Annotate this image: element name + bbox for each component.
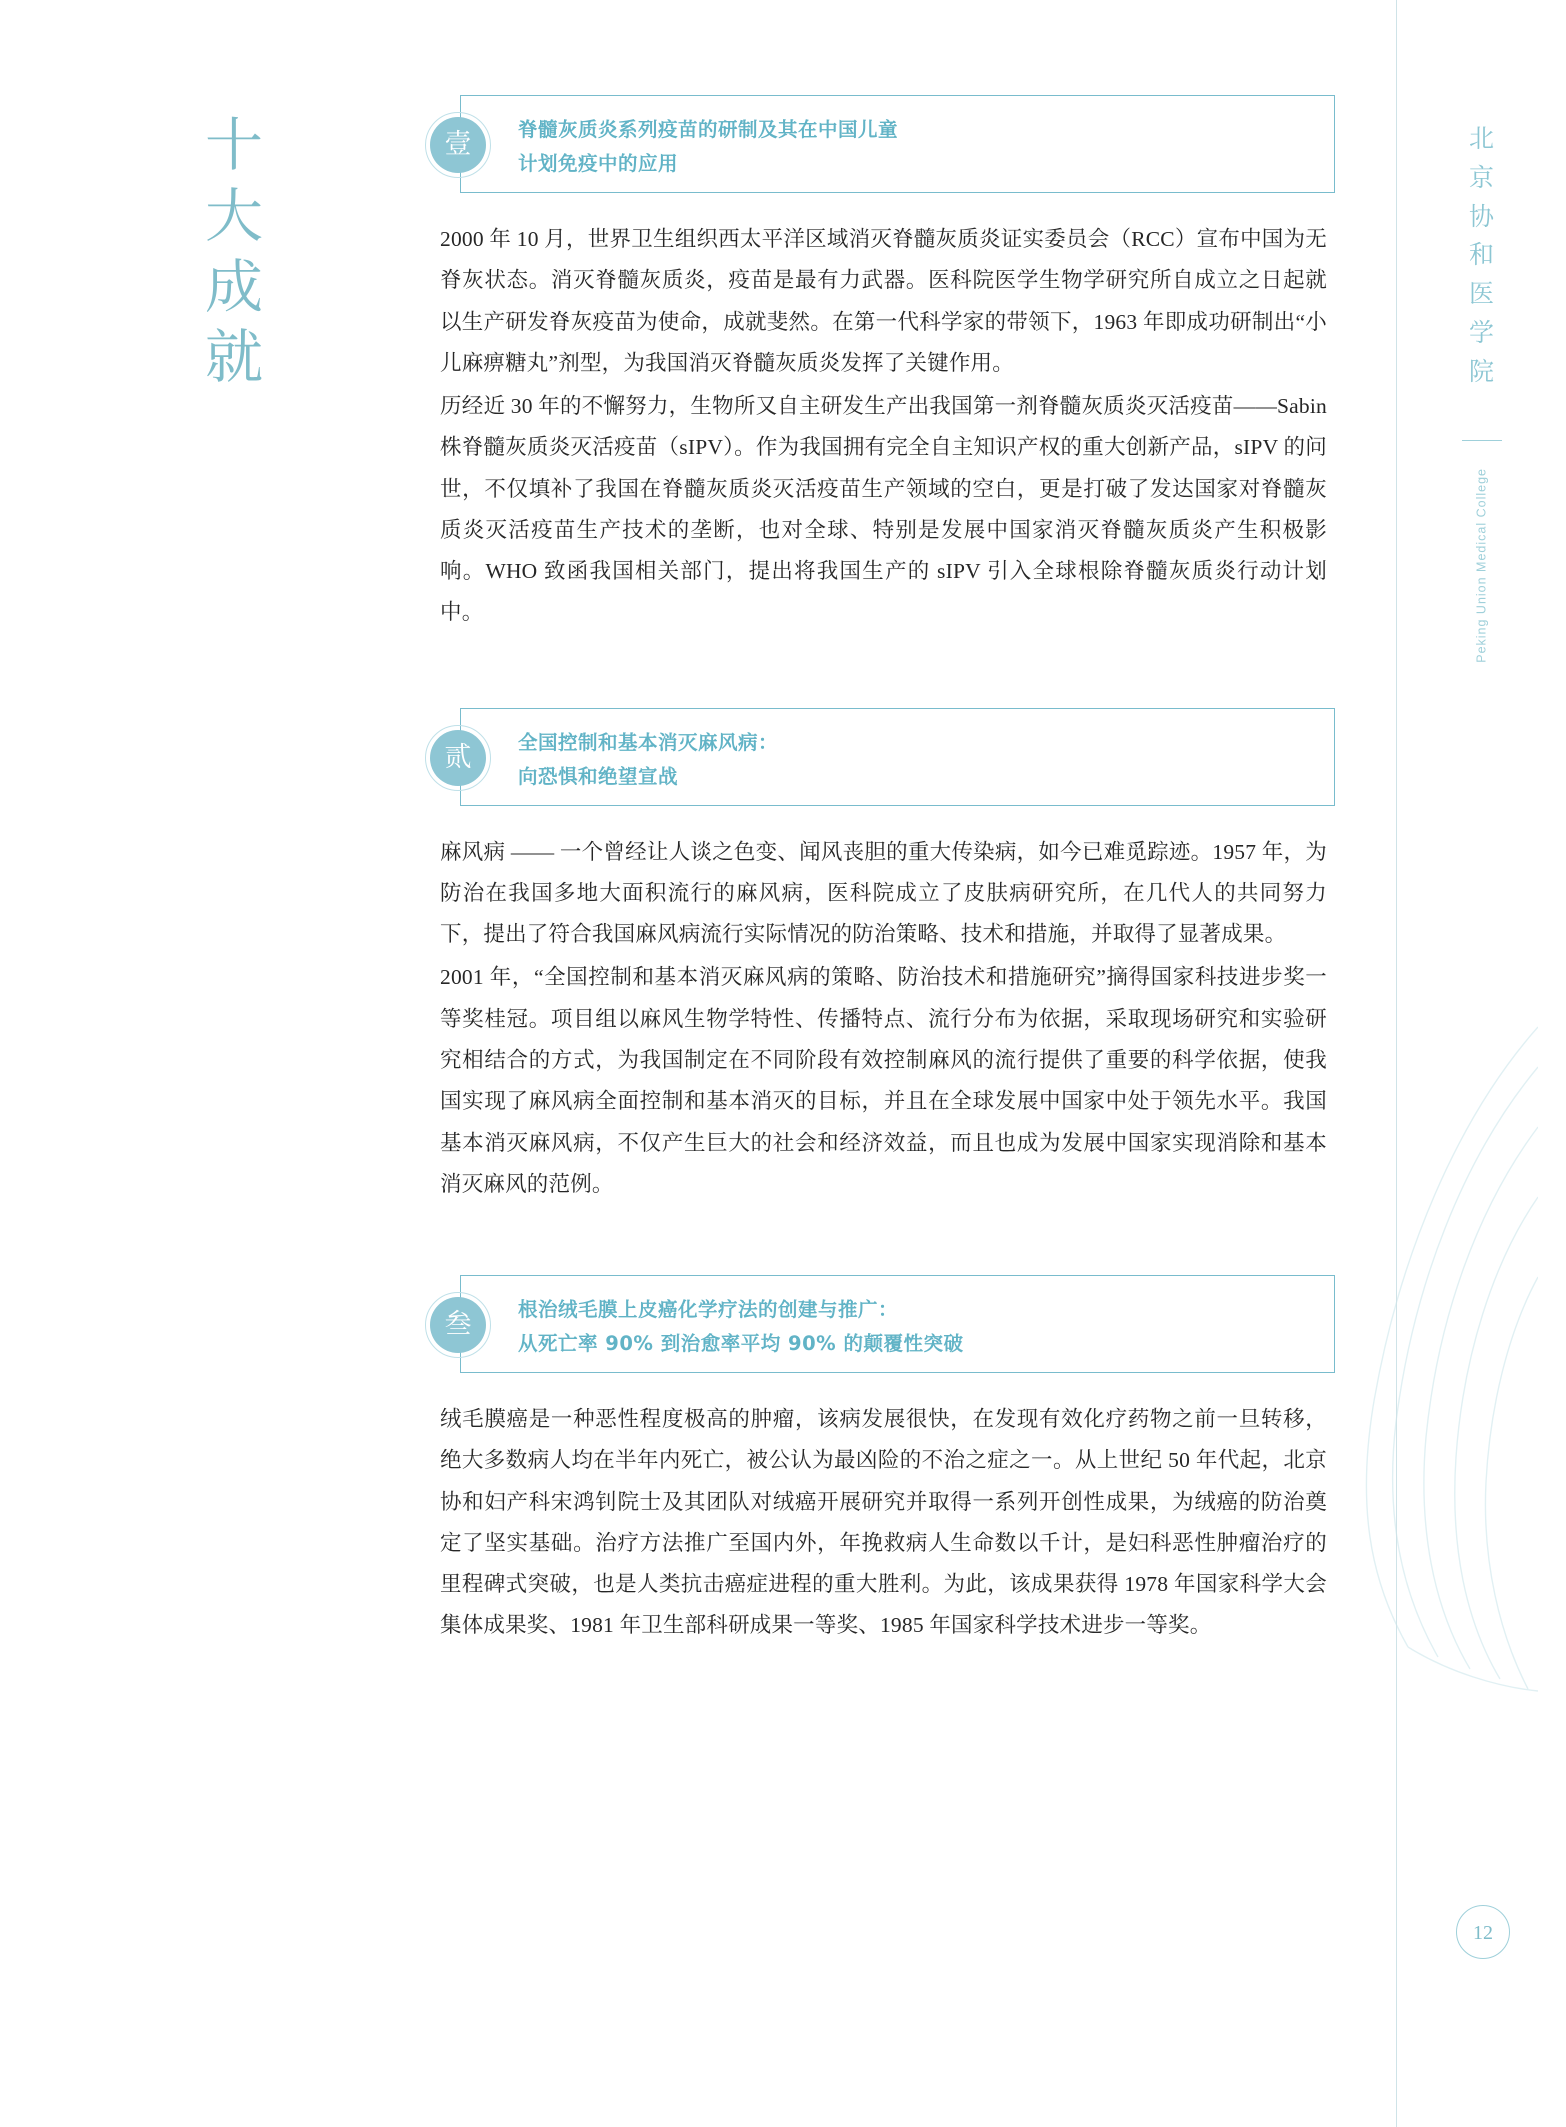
- chapter-vertical-title: [175, 110, 295, 393]
- section-3-title-line2: 从死亡率 90% 到治愈率平均 90% 的颠覆性突破: [518, 1332, 964, 1356]
- section-1-title-line2: 计划免疫中的应用: [518, 152, 679, 176]
- section-3-number-badge: 叁: [430, 1297, 486, 1353]
- rail-logo-char-4: 和: [1468, 240, 1494, 270]
- section-2-header: [430, 708, 1335, 806]
- section-2-title-line2: 向恐惧和绝望宣战: [518, 764, 679, 788]
- section-2-number-badge: 贰: [430, 730, 486, 786]
- rail-logo-char-1: 北: [1468, 124, 1494, 153]
- section-3-paragraph-1: 绒毛膜癌是一种恶性程度极高的肿瘤，该病发展很快，在发现有效化疗药物之前一旦转移，绝大多数病人均在半年内死亡，被公认为最凶险的不治之症之一。从上世纪 50 年代起，北京协和妇产科宋鸿钊院士及其团队对绒癌开展研究并取得一系列开创性成果，为绒癌的防治奠定了坚实基础。治疗方法推广至国内外，年挽救病人生命数以千计，是妇科恶性肿瘤治疗的里程碑式突破，也是人类抗击癌症进程的重大胜利。为此，该成果获得 1978 年国家科学大会集体成果奖、1981 年卫生部科研成果一等奖、1985 年国家科学技术进步一等奖。: [440, 1407, 1327, 1638]
- rail-logo-char-2: 京: [1468, 162, 1494, 192]
- section-1-body: [430, 219, 1335, 634]
- section-1: [430, 95, 1335, 634]
- section-2-body: [430, 832, 1335, 1205]
- section-3-title-line1: 根治绒毛膜上皮癌化学疗法的创建与推广：: [518, 1298, 899, 1322]
- section-3: [430, 1275, 1335, 1647]
- section-2: [430, 708, 1335, 1205]
- rail-logo-char-5: 医: [1468, 279, 1494, 308]
- main-content: [430, 95, 1335, 1665]
- rail-logo-char-7: 院: [1468, 356, 1494, 386]
- section-3-header: [430, 1275, 1335, 1373]
- page-number: 12: [1456, 1905, 1510, 1959]
- vertical-title-char-3: 成: [204, 252, 265, 321]
- section-3-title: [518, 1293, 1311, 1361]
- section-1-paragraph-2: 历经近 30 年的不懈努力，生物所又自主研发生产出我国第一剂脊髓灰质炎灭活疫苗——Sabin 株脊髓灰质炎灭活疫苗（sIPV）。作为我国拥有完全自主知识产权的重大创新产品，sIPV 的问世，不仅填补了我国在脊髓灰质炎灭活疫苗生产领域的空白，更是打破了发达国家对脊髓灰质炎灭活疫苗生产技术的垄断，也对全球、特别是发展中国家消灭脊髓灰质炎产生积极影响。WHO 致函我国相关部门，提出将我国生产的 sIPV 引入全球根除脊髓灰质炎行动计划中。: [440, 394, 1327, 625]
- vertical-title-char-2: 大: [204, 181, 265, 250]
- section-2-paragraph-2: 2001 年，“全国控制和基本消灭麻风病的策略、防治技术和措施研究”摘得国家科技进步奖一等奖桂冠。项目组以麻风生物学特性、传播特点、流行分布为依据，采取现场研究和实验研究相结合的方式，为我国制定在不同阶段有效控制麻风的流行提供了重要的科学依据，使我国实现了麻风病全面控制和基本消灭的目标，并且在全球发展中国家中处于领先水平。我国基本消灭麻风病，不仅产生巨大的社会和经济效益，而且也成为发展中国家实现消除和基本消灭麻风的范例。: [440, 965, 1327, 1196]
- section-1-paragraph-1: 2000 年 10 月，世界卫生组织西太平洋区域消灭脊髓灰质炎证实委员会（RCC）宣布中国为无脊灰状态。消灭脊髓灰质炎，疫苗是最有力武器。医科院医学生物学研究所自成立之日起就以生产研发脊灰疫苗为使命，成就斐然。在第一代科学家的带领下，1963 年即成功研制出“小儿麻痹糖丸”剂型，为我国消灭脊髓灰质炎发挥了关键作用。: [440, 227, 1327, 375]
- vertical-title-char-4: 就: [204, 323, 265, 392]
- section-1-number-badge: 壹: [430, 117, 486, 173]
- rail-logo-char-6: 学: [1468, 317, 1494, 347]
- rail-divider: [1462, 440, 1502, 441]
- section-1-header: [430, 95, 1335, 193]
- section-1-title: [518, 113, 1311, 181]
- institution-name-english: Peking Union Medical College: [1474, 468, 1489, 663]
- section-2-title-line1: 全国控制和基本消灭麻风病：: [518, 730, 779, 754]
- section-2-paragraph-1: 麻风病 —— 一个曾经让人谈之色变、闻风丧胆的重大传染病，如今已难觅踪迹。1957 年，为防治在我国多地大面积流行的麻风病，医科院成立了皮肤病研究所，在几代人的共同努力下，提出了符合我国麻风病流行实际情况的防治策略、技术和措施，并取得了显著成果。: [440, 839, 1327, 947]
- rail-logo-char-3: 协: [1468, 201, 1494, 231]
- section-3-body: [430, 1399, 1335, 1647]
- institution-logo-vertical: [1452, 120, 1512, 391]
- right-side-rail: [1396, 0, 1566, 2127]
- section-2-title: [518, 726, 1311, 794]
- vertical-title-char-1: 十: [204, 111, 265, 179]
- section-1-title-line1: 脊髓灰质炎系列疫苗的研制及其在中国儿童: [518, 118, 899, 141]
